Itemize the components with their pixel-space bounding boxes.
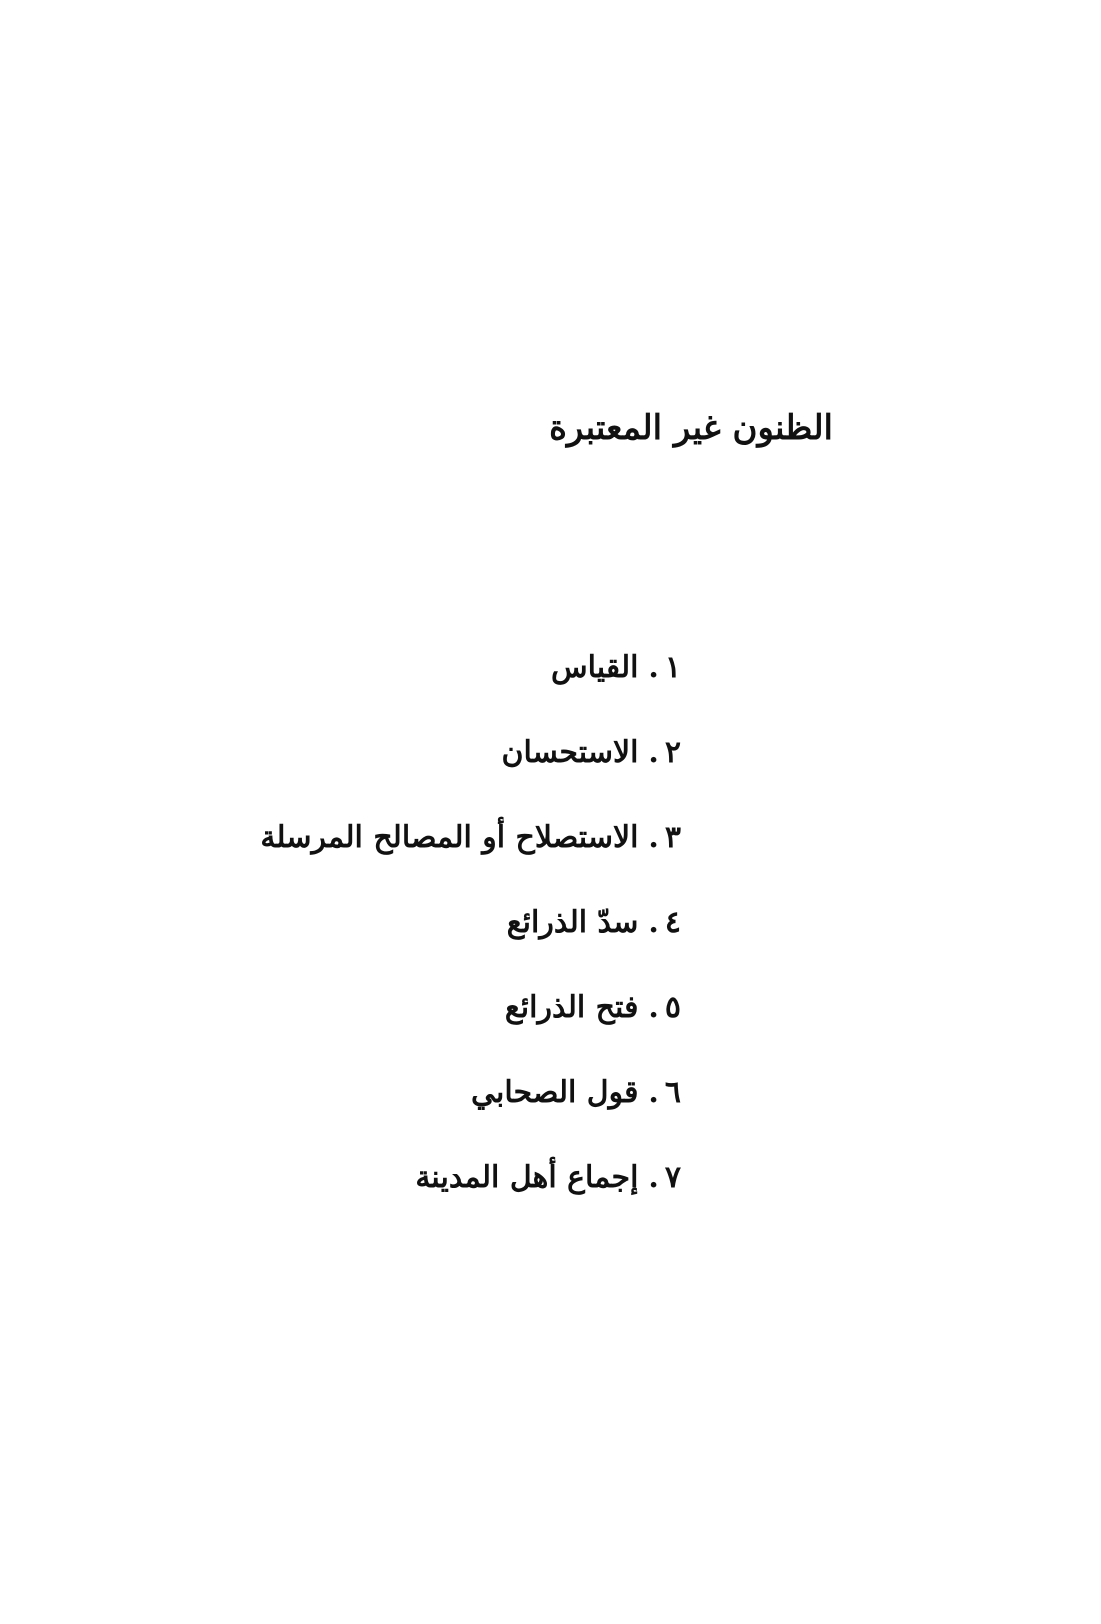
topic-label: إجماع أهل المدينة bbox=[415, 1160, 639, 1195]
section-heading: الظنون غير المعتبرة bbox=[549, 408, 833, 448]
topic-number: ٧ bbox=[664, 1160, 681, 1195]
topic-separator: . bbox=[648, 990, 659, 1025]
topic-item-1 bbox=[260, 648, 681, 733]
topic-label: سدّ الذرائع bbox=[506, 905, 639, 940]
topic-number: ٤ bbox=[664, 905, 681, 940]
topic-item-4 bbox=[260, 903, 681, 988]
topic-label: قول الصحابي bbox=[470, 1075, 639, 1110]
topic-label: الاستصلاح أو المصالح المرسلة bbox=[260, 820, 639, 855]
topic-label: فتح الذرائع bbox=[504, 990, 639, 1025]
topic-number: ١ bbox=[664, 650, 681, 685]
topic-item-5 bbox=[260, 988, 681, 1073]
topic-list bbox=[260, 648, 681, 1243]
topic-separator: . bbox=[648, 905, 659, 940]
topic-item-7 bbox=[260, 1158, 681, 1243]
topic-separator: . bbox=[648, 1160, 659, 1195]
topic-separator: . bbox=[648, 820, 659, 855]
topic-separator: . bbox=[648, 650, 659, 685]
topic-label: الاستحسان bbox=[501, 735, 639, 770]
topic-number: ٣ bbox=[664, 820, 681, 855]
topic-number: ٦ bbox=[664, 1075, 681, 1110]
topic-number: ٢ bbox=[664, 735, 681, 770]
topic-separator: . bbox=[648, 735, 659, 770]
topic-item-2 bbox=[260, 733, 681, 818]
topic-item-3 bbox=[260, 818, 681, 903]
topic-item-6 bbox=[260, 1073, 681, 1158]
topic-number: ٥ bbox=[664, 990, 681, 1025]
topic-label: القياس bbox=[550, 650, 639, 685]
topic-separator: . bbox=[648, 1075, 659, 1110]
